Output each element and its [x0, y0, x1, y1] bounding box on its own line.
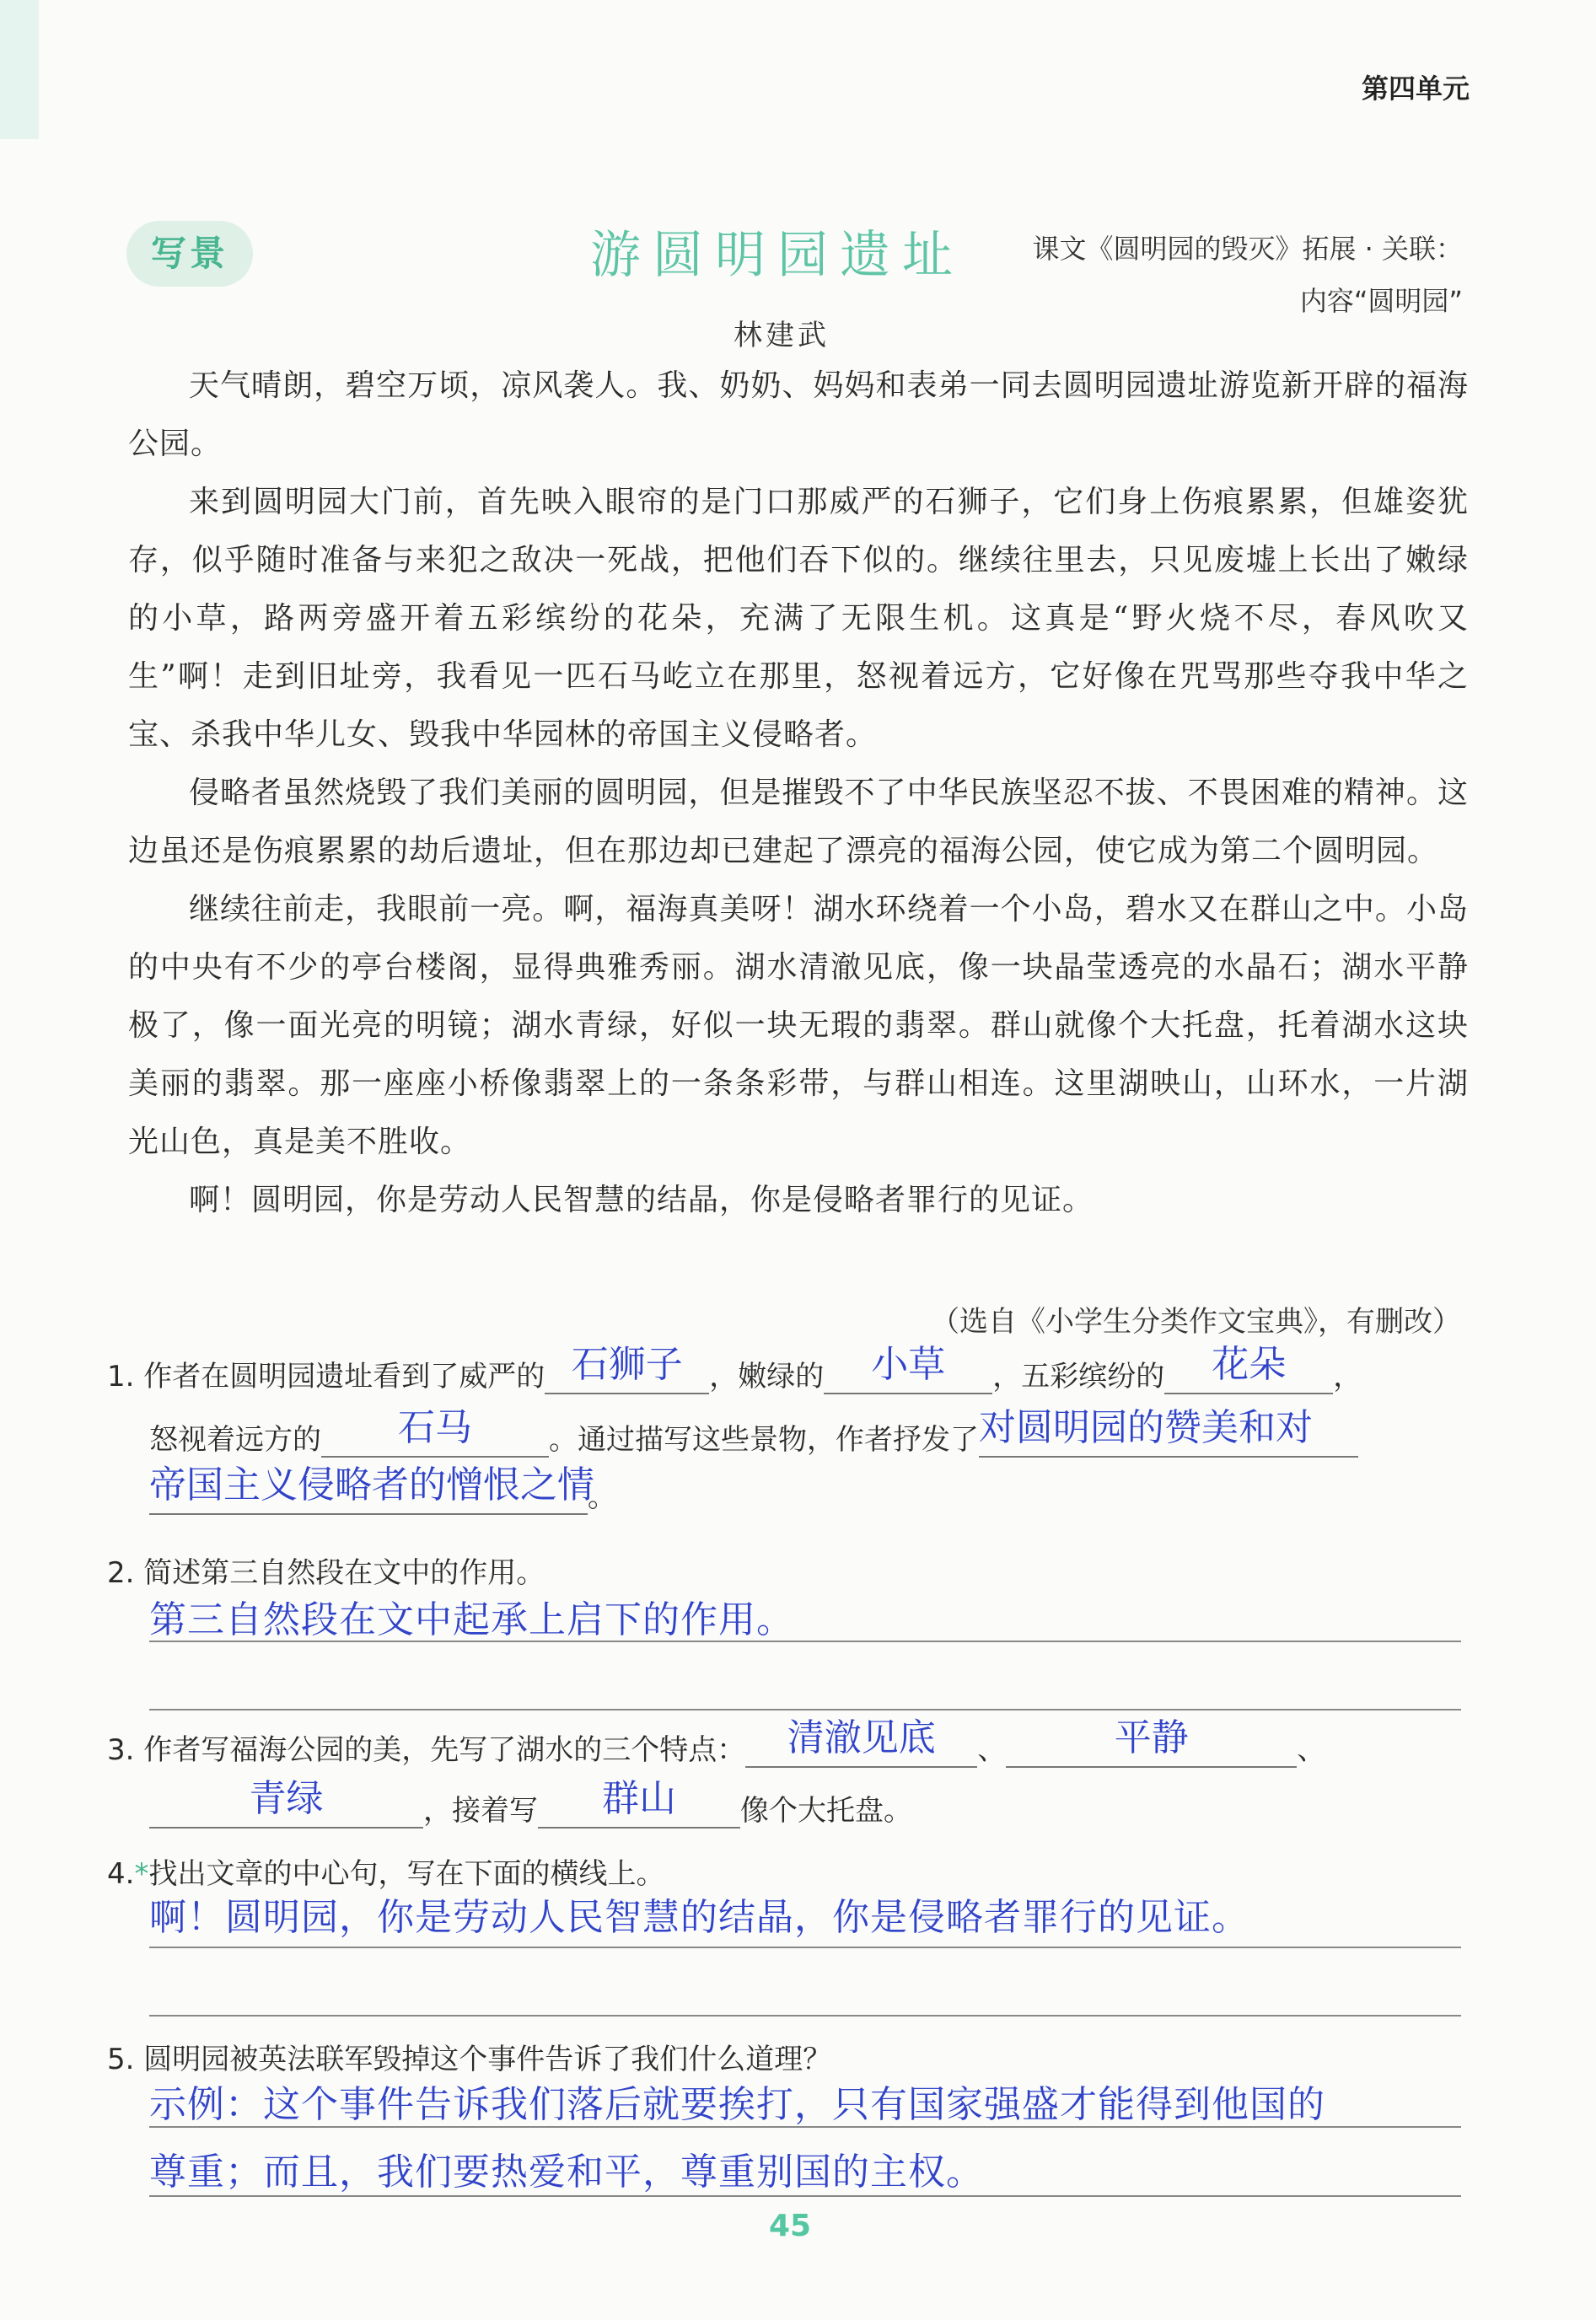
question-2 — [107, 1549, 545, 1591]
question-2-number: 2. — [107, 1556, 135, 1590]
unit-label: 第四单元 — [1361, 72, 1470, 105]
article-body — [128, 357, 1469, 1229]
answer-3-1: 清澈见底 — [787, 1716, 936, 1759]
answer-2[interactable]: 第三自然段在文中起承上启下的作用。 — [149, 1598, 794, 1641]
answer-1-4: 石马 — [398, 1406, 472, 1449]
answer-5-line2[interactable]: 尊重；而且，我们要热爱和平，尊重别国的主权。 — [149, 2151, 984, 2194]
question-1-line2 — [149, 1406, 1358, 1458]
question-3-line2 — [149, 1777, 912, 1829]
star-icon: * — [134, 1857, 149, 1891]
answer-4[interactable]: 啊！圆明园，你是劳动人民智慧的结晶，你是侵略者罪行的见证。 — [149, 1896, 1249, 1939]
question-3-blank-3[interactable] — [149, 1777, 423, 1829]
question-3-number: 3. — [107, 1733, 135, 1767]
answer-5-rule-2 — [149, 2195, 1461, 2197]
question-1-line1 — [107, 1343, 1362, 1394]
section-badge: 写景 — [126, 221, 253, 287]
question-1-line3 — [149, 1463, 616, 1515]
question-5 — [107, 2036, 831, 2077]
answer-4-rule-1 — [149, 1947, 1461, 1948]
question-1-blank-1[interactable] — [545, 1343, 709, 1394]
paragraph-2: 来到圆明园大门前，首先映入眼帘的是门口那威严的石狮子，它们身上伤痕累累，但雄姿犹存，似乎随时准备与来犯之敌决一死战，把他们吞下似的。继续往里去，只见废墟上长出了嫩绿的小草，路两旁盛开着五彩缤纷的花朵，充满了无限生机。这真是“野火烧不尽，春风吹又生”啊！走到旧址旁，我看见一匹石马屹立在那里，怒视着远方，它好像在咒骂那些夺我中华之宝、杀我中华儿女、毁我中华园林的帝国主义侵略者。 — [128, 485, 1469, 752]
question-1-text-f: 。通过描写这些景物，作者抒发了 — [549, 1423, 979, 1457]
question-3-sep-2: 、 — [1297, 1733, 1326, 1767]
question-1-text-c: ，五彩缤纷的 — [992, 1360, 1165, 1394]
question-5-text: 圆明园被英法联军毁掉这个事件告诉了我们什么道理？ — [143, 2043, 832, 2076]
answer-2-rule-1 — [149, 1641, 1461, 1642]
answer-3-3: 青绿 — [249, 1777, 324, 1820]
question-5-number: 5. — [107, 2043, 135, 2076]
question-1-blank-2[interactable] — [824, 1343, 992, 1394]
question-2-text: 简述第三自然段在文中的作用。 — [143, 1556, 545, 1590]
answer-1-5a: 对圆明园的赞美和对 — [979, 1406, 1313, 1449]
question-3-sep-1: 、 — [977, 1733, 1007, 1767]
question-1-text-d: ， — [1333, 1360, 1362, 1394]
question-1-text-g: 。 — [588, 1480, 616, 1514]
extension-note-line2: 内容“圆明园” — [1299, 285, 1463, 317]
extension-note-line1: 课文《圆明园的毁灭》拓展 · 关联： — [1032, 233, 1463, 265]
author-name: 林建武 — [734, 319, 830, 352]
question-1-blank-3[interactable] — [1164, 1343, 1333, 1394]
question-3-text-b: ，接着写 — [423, 1794, 538, 1828]
question-3-text-c: 像个大托盘。 — [740, 1794, 912, 1828]
question-4-number: 4. — [107, 1857, 135, 1891]
question-3-text-a: 作者写福海公园的美，先写了湖水的三个特点： — [143, 1733, 746, 1767]
answer-5-rule-1 — [149, 2126, 1461, 2128]
question-1-blank-5-cont[interactable] — [149, 1463, 594, 1515]
extension-note — [1032, 223, 1463, 327]
page-edge-tint — [0, 0, 39, 139]
question-3-line1 — [107, 1716, 1326, 1768]
answer-3-2: 平静 — [1114, 1716, 1189, 1759]
answer-1-2: 小草 — [871, 1343, 946, 1386]
question-4-text: 找出文章的中心句，写在下面的横线上。 — [148, 1857, 665, 1891]
answer-1-3: 花朵 — [1212, 1343, 1287, 1386]
article-title: 游圆明园遗址 — [590, 226, 965, 285]
answer-4-rule-2 — [149, 2015, 1461, 2017]
paragraph-5: 啊！圆明园，你是劳动人民智慧的结晶，你是侵略者罪行的见证。 — [189, 1183, 1094, 1217]
paragraph-4: 继续往前走，我眼前一亮。啊，福海真美呀！湖水环绕着一个小岛，碧水又在群山之中。小岛的中央有不少的亭台楼阁，显得典雅秀丽。湖水清澈见底，像一块晶莹透亮的水晶石；湖水平静极了，像一面光亮的明镜；湖水青绿，好似一块无瑕的翡翠。群山就像个大托盘，托着湖水这块美丽的翡翠。那一座座小桥像翡翠上的一条条彩带，与群山相连。这里湖映山，山环水，一片湖光山色，真是美不胜收。 — [128, 892, 1469, 1159]
question-1-blank-4[interactable] — [321, 1406, 549, 1458]
answer-3-4: 群山 — [602, 1777, 676, 1820]
question-3-blank-2[interactable] — [1006, 1716, 1297, 1768]
page-number: 45 — [769, 2209, 812, 2243]
question-1-text-e: 怒视着远方的 — [149, 1423, 321, 1457]
answer-1-5b: 帝国主义侵略者的憎恨之情 — [149, 1463, 594, 1506]
answer-5-line1[interactable]: 示例：这个事件告诉我们落后就要挨打，只有国家强盛才能得到他国的 — [149, 2083, 1325, 2126]
question-1-text-a: 作者在圆明园遗址看到了威严的 — [143, 1360, 545, 1394]
source-note: （选自《小学生分类作文宝典》，有删改） — [931, 1305, 1461, 1339]
question-1-text-b: ，嫩绿的 — [709, 1360, 825, 1394]
answer-1-1: 石狮子 — [571, 1343, 683, 1386]
paragraph-3: 侵略者虽然烧毁了我们美丽的圆明园，但是摧毁不了中华民族坚忍不拔、不畏困难的精神。这边虽还是伤痕累累的劫后遗址，但在那边却已建起了漂亮的福海公园，使它成为第二个圆明园。 — [128, 776, 1469, 868]
question-1-number: 1. — [107, 1360, 135, 1394]
question-3-blank-4[interactable] — [538, 1777, 740, 1829]
question-3-blank-1[interactable] — [745, 1716, 977, 1768]
question-1-blank-5[interactable] — [979, 1406, 1358, 1458]
question-4 — [107, 1850, 664, 1892]
paragraph-1: 天气晴朗，碧空万顷，凉风袭人。我、奶奶、妈妈和表弟一同去圆明园遗址游览新开辟的福海公园。 — [128, 368, 1469, 461]
